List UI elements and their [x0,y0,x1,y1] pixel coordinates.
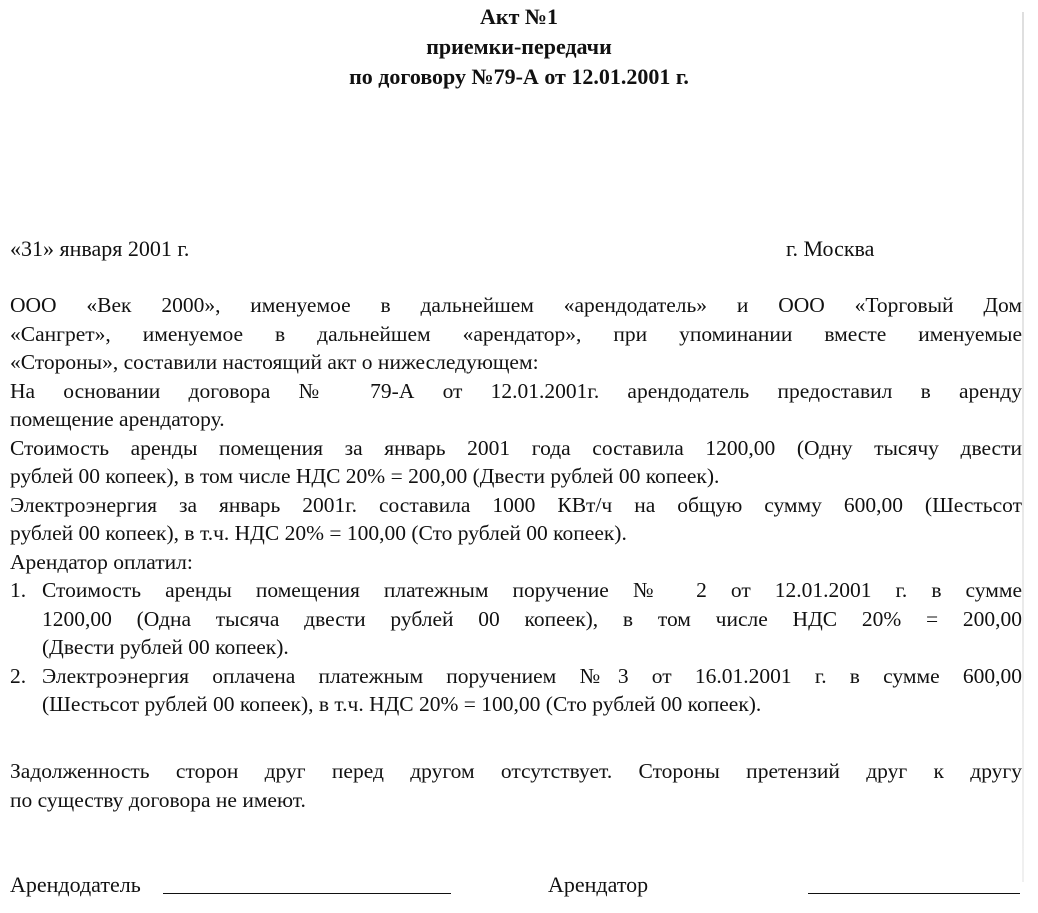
paid-heading-text: Арендатор оплатил: [10,549,193,574]
intro-line: «Сангрет», именуемое в дальнейшем «арендатор», при упоминании вместе именуемые [10,321,1022,346]
payments-list [10,576,1022,719]
landlord-signature-label: Арендодатель [10,872,141,897]
payment-line: Стоимость аренды помещения платежным поручение № 2 от 12.01.2001 г. в сумме [42,578,1022,602]
list-item-number: 2. [10,663,27,688]
closing-line: Задолженность сторон друг перед другом отсутствует. Стороны претензий друг к другу [10,759,1022,783]
intro-line: «Стороны», составили настоящий акт о нижеследующем: [10,350,539,374]
tenant-signature-line [808,893,1020,894]
closing-paragraph [10,757,1022,814]
rent-cost-line: рублей 00 копеек), в том числе НДС 20% = 200,00 (Двести рублей 00 копеек). [10,464,720,488]
basis-line: На основании договора № 79-А от 12.01.2001г. арендодатель предоставил в аренду [10,378,1022,403]
tenant-signature-label: Арендатор [548,872,649,897]
document-city: г. Москва [786,236,875,261]
electricity-line: Электроэнергия за январь 2001г. составила 1000 КВт/ч на общую сумму 600,00 (Шестьсот [10,492,1022,517]
document-title [0,2,1038,92]
payment-line: (Двести рублей 00 копеек). [42,635,289,659]
list-item [10,662,1022,719]
intro-line: ООО «Век 2000», именуемое в дальнейшем «арендодатель» и ООО «Торговый Дом [10,293,1022,317]
payment-line: 1200,00 (Одна тысяча двести рублей 00 копеек), в том числе НДС 20% = 200,00 [42,606,1022,631]
rent-cost-paragraph [10,434,1022,491]
document-date: «31» января 2001 г. [10,236,190,261]
scan-edge [1022,12,1024,882]
document-body [10,291,1022,719]
payment-line: (Шестьсот рублей 00 копеек), в т.ч. НДС 20% = 100,00 (Сто рублей 00 копеек). [42,692,762,716]
electricity-paragraph [10,491,1022,548]
paid-heading [10,548,1022,577]
intro-paragraph [10,291,1022,377]
closing-line: по существу договора не имеют. [10,787,306,812]
basis-line: помещение арендатору. [10,407,225,431]
title-line-act: Акт №1 [480,4,558,29]
list-item-number: 1. [10,578,27,602]
landlord-signature-line [163,893,451,894]
list-item [10,576,1022,662]
electricity-line: рублей 00 копеек), в т.ч. НДС 20% = 100,00 (Сто рублей 00 копеек). [10,521,627,545]
title-line-contract: по договору №79-А от 12.01.2001 г. [349,64,689,89]
basis-paragraph [10,377,1022,434]
rent-cost-line: Стоимость аренды помещения за январь 2001 года составила 1200,00 (Одну тысячу двести [10,435,1022,460]
payment-line: Электроэнергия оплачена платежным поручением №3 от 16.01.2001 г. в сумме 600,00 [42,663,1022,688]
title-line-type: приемки-передачи [426,34,612,59]
